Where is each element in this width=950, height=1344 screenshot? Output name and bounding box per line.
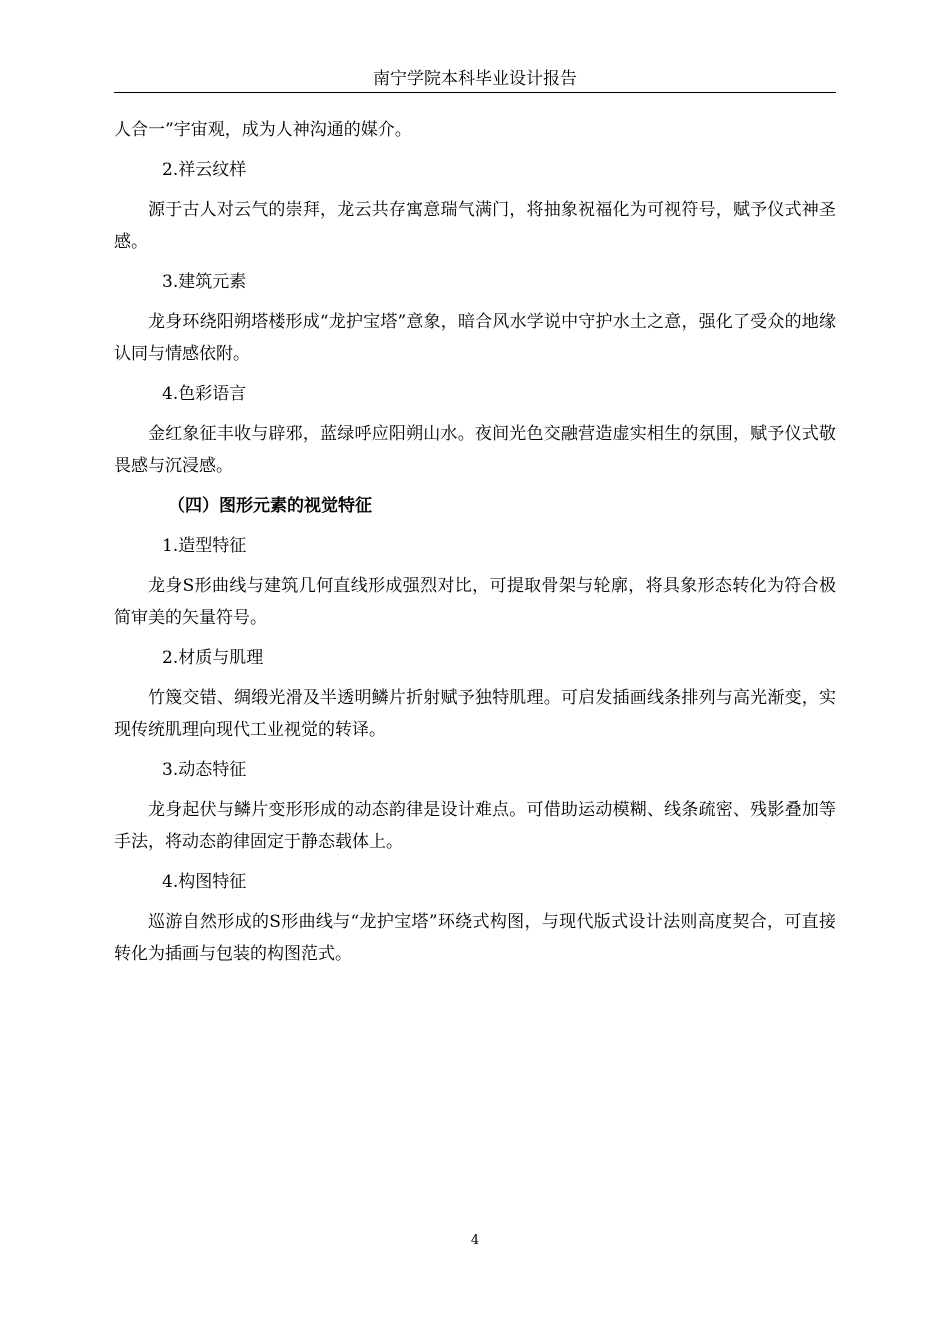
paragraph-dongtai: 龙身起伏与鳞片变形形成的动态韵律是设计难点。可借助运动模糊、线条疏密、残影叠加等手法，将动态韵律固定于静态载体上。 bbox=[114, 800, 836, 852]
heading-caizhi: 2.材质与肌理 bbox=[162, 648, 264, 668]
heading-secai: 4.色彩语言 bbox=[162, 384, 247, 404]
header-title: 南宁学院本科毕业设计报告 bbox=[373, 69, 577, 89]
paragraph-caizhi: 竹篾交错、绸缎光滑及半透明鳞片折射赋予独特肌理。可启发插画线条排列与高光渐变，实现传统肌理向现代工业视觉的转译。 bbox=[114, 688, 836, 740]
heading-dongtai: 3.动态特征 bbox=[162, 760, 247, 780]
heading-jianzhu: 3.建筑元素 bbox=[162, 272, 247, 292]
document-body bbox=[114, 114, 836, 978]
paragraph-zaoxing: 龙身S形曲线与建筑几何直线形成强烈对比，可提取骨架与轮廓，将具象形态转化为符合极简审美的矢量符号。 bbox=[114, 576, 836, 628]
paragraph-jianzhu: 龙身环绕阳朔塔楼形成“龙护宝塔”意象，暗合风水学说中守护水土之意，强化了受众的地缘认同与情感依附。 bbox=[114, 312, 836, 364]
paragraph-secai: 金红象征丰收与辟邪，蓝绿呼应阳朔山水。夜间光色交融营造虚实相生的氛围，赋予仪式敬畏感与沉浸感。 bbox=[114, 424, 836, 476]
paragraph-xiangyun: 源于古人对云气的崇拜，龙云共存寓意瑞气满门，将抽象祝福化为可视符号，赋予仪式神圣感。 bbox=[114, 200, 836, 252]
page-header bbox=[114, 66, 836, 93]
section-heading-4: （四）图形元素的视觉特征 bbox=[168, 496, 372, 516]
page-number: 4 bbox=[470, 1233, 480, 1248]
heading-zaoxing: 1.造型特征 bbox=[162, 536, 247, 556]
paragraph-goutu: 巡游自然形成的S形曲线与“龙护宝塔”环绕式构图，与现代版式设计法则高度契合，可直接转化为插画与包装的构图范式。 bbox=[114, 912, 836, 964]
heading-goutu: 4.构图特征 bbox=[162, 872, 247, 892]
paragraph-continuation: 人合一”宇宙观，成为人神沟通的媒介。 bbox=[114, 120, 412, 140]
heading-xiangyun: 2.祥云纹样 bbox=[162, 160, 247, 180]
